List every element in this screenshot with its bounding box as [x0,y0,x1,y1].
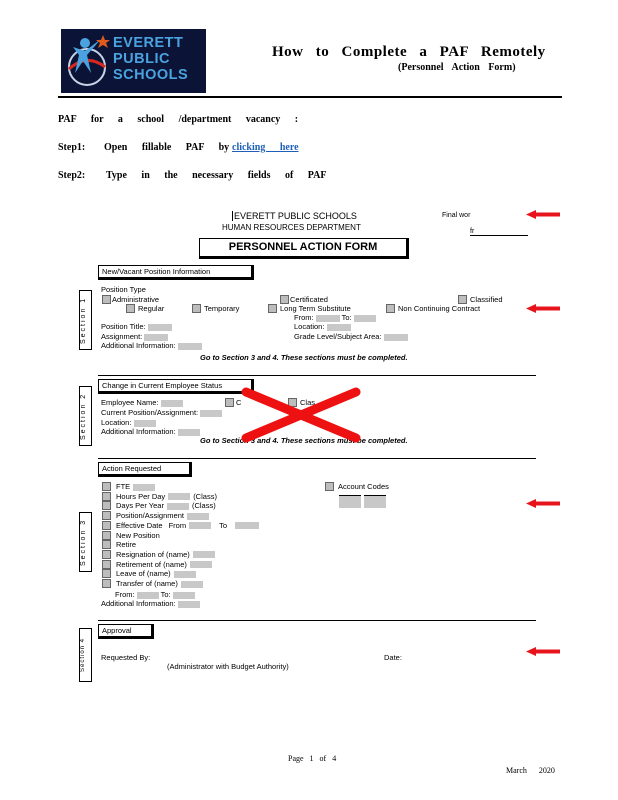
s2-certificated-checkbox[interactable] [225,398,234,407]
employee-name-field[interactable]: Employee Name: [101,398,183,407]
action-field[interactable] [133,484,155,491]
requested-by-label: Requested By: [101,653,151,662]
s1-from-label: From: To: [294,313,376,322]
action-item [116,492,217,501]
position-type-label: Position Type [101,285,146,294]
form-dept: HUMAN RESOURCES DEPARTMENT [222,223,361,232]
action-checkbox[interactable] [102,482,111,491]
header-divider [58,96,562,98]
grade-level-field[interactable]: Grade Level/Subject Area: [294,332,408,341]
section4-label: Section 4 [79,628,92,682]
red-arrow-icon [526,499,560,508]
action-item [116,560,212,569]
section1-header: New/Vacant Position Information [98,265,254,280]
s2-goto-note: Go to Section 3 and 4. These sections must be completed. [200,436,408,445]
action-item [116,540,136,549]
action-checkbox[interactable] [102,521,111,530]
action-item-label: Retire [116,540,137,550]
action-item [116,569,196,578]
action-item [116,511,209,520]
action-checkbox[interactable] [102,531,111,540]
assignment-field[interactable]: Assignment: [101,332,168,341]
action-item-label: Resignation of (name) [116,549,190,559]
fr-label: fr [470,228,528,236]
action-checkbox[interactable] [102,569,111,578]
administrative-checkbox[interactable] [102,295,111,304]
action-item-label: Position/Assignment [116,511,184,521]
to-field[interactable] [235,522,259,529]
action-item [116,579,203,588]
red-arrow-icon [526,647,560,656]
class-label: (Class) [191,501,216,511]
administrative-label: Administrative [112,295,160,304]
action-field[interactable] [190,561,212,568]
action-checkbox[interactable] [102,560,111,569]
classified-checkbox[interactable] [458,295,467,304]
current-position-field[interactable]: Current Position/Assignment: [101,408,222,417]
action-item-label: Effective Date [116,520,163,530]
section-divider [98,375,536,376]
action-item-label: Days Per Year [116,501,164,511]
page-number: Page 1 of 4 [288,754,337,763]
footer-date: March 2020 [506,766,555,775]
action-checkbox[interactable] [102,550,111,559]
red-arrow-icon [526,210,560,219]
long-term-sub-checkbox[interactable] [268,304,277,313]
position-title-field[interactable]: Position Title: [101,322,172,331]
account-codes-label: Account Codes [338,482,389,491]
classified-label: Classified [470,295,503,304]
temporary-checkbox[interactable] [192,304,201,313]
action-item [116,482,155,491]
final-label: Final wor [442,212,471,219]
non-continuing-checkbox[interactable] [386,304,395,313]
non-continuing-label: Non Continuing Contract [398,304,481,313]
regular-checkbox[interactable] [126,304,135,313]
action-field[interactable] [181,581,203,588]
s1-goto-note: Go to Section 3 and 4. These sections must be completed. [200,353,408,362]
section2-label: Section 2 [79,386,92,446]
s3-from-to[interactable]: From: To: [101,590,195,599]
action-checkbox[interactable] [102,579,111,588]
action-item [116,521,259,530]
form-org: EVERETT PUBLIC SCHOOLS [234,211,357,221]
account-code-field[interactable] [339,495,361,508]
action-item-label: Hours Per Day [116,491,166,501]
action-item-label: New Position [116,530,160,540]
section4-header: Approval [98,624,154,639]
section2-header: Change in Current Employee Status [98,379,254,394]
s3-additional-field[interactable]: Additional Information: [101,599,200,608]
certificated-label: Certificated [290,295,328,304]
action-checkbox[interactable] [102,492,111,501]
action-item-label: Leave of (name) [116,569,171,579]
admin-note: (Administrator with Budget Authority) [167,662,289,671]
section1-label: Section 1 [79,290,92,350]
step2-text: Type in the necessary fields of PAF [106,170,327,181]
form-title: PERSONNEL ACTION FORM [199,238,409,259]
certificated-checkbox[interactable] [280,295,289,304]
long-term-sub-label: Long Term Substitute [280,304,351,313]
cross-out-mark [240,386,362,444]
section3-label: Section 3 [79,512,92,572]
section-divider [98,620,536,621]
action-checkbox[interactable] [102,501,111,510]
step1-text: Open fillable PAF by [104,142,230,153]
section3-header: Action Requested [98,462,192,477]
red-arrow-icon [526,304,560,313]
star-figure-icon [65,33,111,89]
action-item [116,550,215,559]
account-codes-checkbox[interactable] [325,482,334,491]
paf-for-line: PAF for a school /department vacancy : [58,114,299,125]
logo-line: PUBLIC [113,51,170,67]
action-field[interactable] [187,513,209,520]
clicking-here-link[interactable]: clicking here [232,142,299,153]
action-item-label: FTE [116,482,131,491]
action-field[interactable] [167,503,189,510]
to-label: To [219,520,227,530]
s2-certificated-label: C [236,398,242,407]
regular-label: Regular [138,304,165,313]
account-code-field[interactable] [364,495,386,508]
action-item-label: Transfer of (name) [116,579,178,588]
temporary-label: Temporary [204,304,240,313]
page-title: How to Complete a PAF Remotely [272,44,546,60]
action-field[interactable] [174,571,196,578]
s1-additional-field[interactable]: Additional Information: [101,341,202,350]
action-item [116,501,216,510]
step2-label: Step2: [58,170,86,181]
step1-label: Step1: [58,142,86,153]
from-field[interactable] [189,522,211,529]
s2-additional-field[interactable]: Additional Information: [101,427,200,436]
action-item-label: Retirement of (name) [116,559,187,569]
class-label: (Class) [193,491,217,501]
s2-classified-label: Clas [300,398,316,407]
from-label: From [168,520,187,530]
action-item [116,531,160,540]
action-field[interactable] [193,551,215,558]
s2-location-field[interactable]: Location: [101,418,156,427]
school-logo [61,29,206,93]
action-checkbox[interactable] [102,511,111,520]
location-field[interactable]: Location: [294,322,351,331]
logo-line: EVERETT [113,35,184,51]
logo-line: SCHOOLS [113,67,189,83]
action-field[interactable] [168,493,190,500]
section-divider [98,458,536,459]
action-checkbox[interactable] [102,540,111,549]
page-subtitle: (Personnel Action Form) [398,62,516,73]
date-label: Date: [384,653,402,662]
